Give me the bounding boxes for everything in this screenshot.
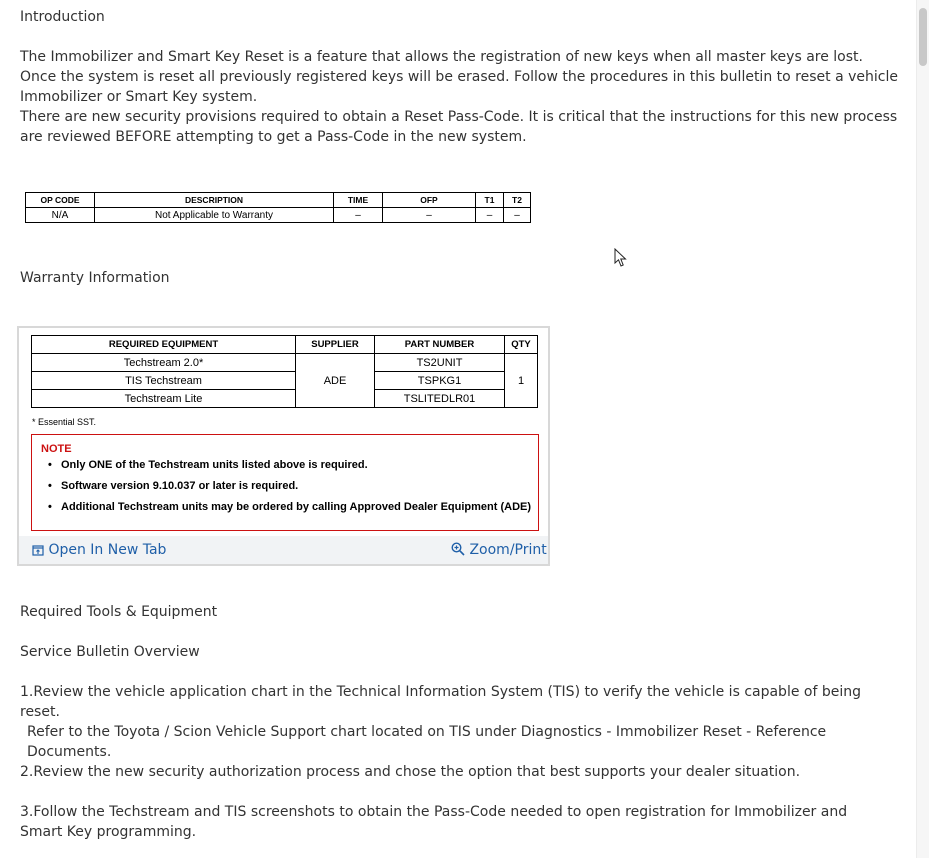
op-cell-t1: –	[476, 208, 504, 223]
zoom-print-link[interactable]	[451, 540, 547, 560]
eq-part-cell: TSLITEDLR01	[375, 390, 505, 408]
eq-part-cell: TSPKG1	[375, 372, 505, 390]
step-1: 1.Review the vehicle application chart in the Technical Information System (TIS) to verify the vehicle is capable of being reset.	[20, 684, 861, 720]
op-header-ofp: OFP	[383, 193, 476, 208]
table-row	[32, 372, 538, 390]
warranty-heading: Warranty Information	[20, 270, 170, 286]
step-1-reference: Refer to the Toyota / Scion Vehicle Support chart located on TIS under Diagnostics - Immobilizer Reset - Reference Documents.	[27, 724, 827, 760]
op-header-time: TIME	[334, 193, 383, 208]
op-cell-ofp: –	[383, 208, 476, 223]
eq-header-part: PART NUMBER	[375, 336, 505, 354]
open-in-new-tab-label: Open In New Tab	[48, 542, 167, 558]
equipment-table	[31, 335, 538, 408]
intro-paragraph-2: There are new security provisions required to obtain a Reset Pass-Code. It is critical that the instructions for this new process are reviewed BEFORE attempting to get a Pass-Code in the new system.	[20, 109, 898, 145]
eq-equipment-cell: Techstream Lite	[32, 390, 296, 408]
table-row	[32, 390, 538, 408]
bullet: •	[48, 501, 52, 513]
eq-supplier-cell: ADE	[296, 354, 375, 408]
eq-equipment-cell: TIS Techstream	[32, 372, 296, 390]
eq-header-supplier: SUPPLIER	[296, 336, 375, 354]
note-text: Only ONE of the Techstream units listed above is required.	[61, 459, 368, 471]
op-cell-description: Not Applicable to Warranty	[95, 208, 334, 223]
op-header-t2: T2	[504, 193, 531, 208]
note-item	[48, 459, 368, 471]
op-code-table	[25, 192, 531, 223]
note-item	[48, 480, 298, 492]
zoom-print-label: Zoom/Print	[469, 542, 547, 558]
op-header-description: DESCRIPTION	[95, 193, 334, 208]
overview-heading: Service Bulletin Overview	[20, 644, 200, 660]
table-row	[32, 354, 538, 372]
op-header-t1: T1	[476, 193, 504, 208]
eq-qty-cell: 1	[505, 354, 538, 408]
eq-equipment-cell: Techstream 2.0*	[32, 354, 296, 372]
eq-header-equipment: REQUIRED EQUIPMENT	[32, 336, 296, 354]
note-box	[31, 434, 539, 531]
bullet: •	[48, 480, 52, 492]
note-title: NOTE	[41, 443, 72, 455]
vertical-scrollbar[interactable]	[916, 0, 929, 858]
op-cell-t2: –	[504, 208, 531, 223]
open-in-new-tab-link[interactable]	[32, 540, 166, 560]
op-cell-time: –	[334, 208, 383, 223]
tools-heading: Required Tools & Equipment	[20, 604, 218, 620]
open-in-new-tab-icon	[32, 542, 48, 558]
note-text: Additional Techstream units may be ordered by calling Approved Dealer Equipment (ADE)	[61, 501, 532, 513]
scrollbar-thumb[interactable]	[919, 8, 927, 66]
mouse-pointer-icon	[614, 248, 628, 272]
note-text: Software version 9.10.037 or later is required.	[61, 480, 299, 492]
op-header-opcode: OP CODE	[26, 193, 95, 208]
zoom-in-icon	[451, 542, 469, 558]
introduction-heading: Introduction	[20, 9, 105, 25]
equipment-figure	[17, 326, 550, 566]
eq-part-cell: TS2UNIT	[375, 354, 505, 372]
note-item	[48, 501, 531, 513]
intro-paragraph-1: The Immobilizer and Smart Key Reset is a feature that allows the registration of new keys when all master keys are lost. Once the system is reset all previously registered keys will be erased. Follow the procedures in this bulletin to reset a vehicle Immobilizer or Smart Key system.	[20, 49, 898, 105]
bullet: •	[48, 459, 52, 471]
op-cell-opcode: N/A	[26, 208, 95, 223]
step-2: 2.Review the new security authorization process and chose the option that best supports your dealer situation.	[20, 764, 801, 780]
step-3: 3.Follow the Techstream and TIS screenshots to obtain the Pass-Code needed to open registration for Immobilizer and Smart Key programming.	[20, 804, 848, 840]
eq-header-qty: QTY	[505, 336, 538, 354]
essential-footnote: * Essential SST.	[32, 417, 97, 427]
figure-toolbar	[19, 536, 548, 564]
